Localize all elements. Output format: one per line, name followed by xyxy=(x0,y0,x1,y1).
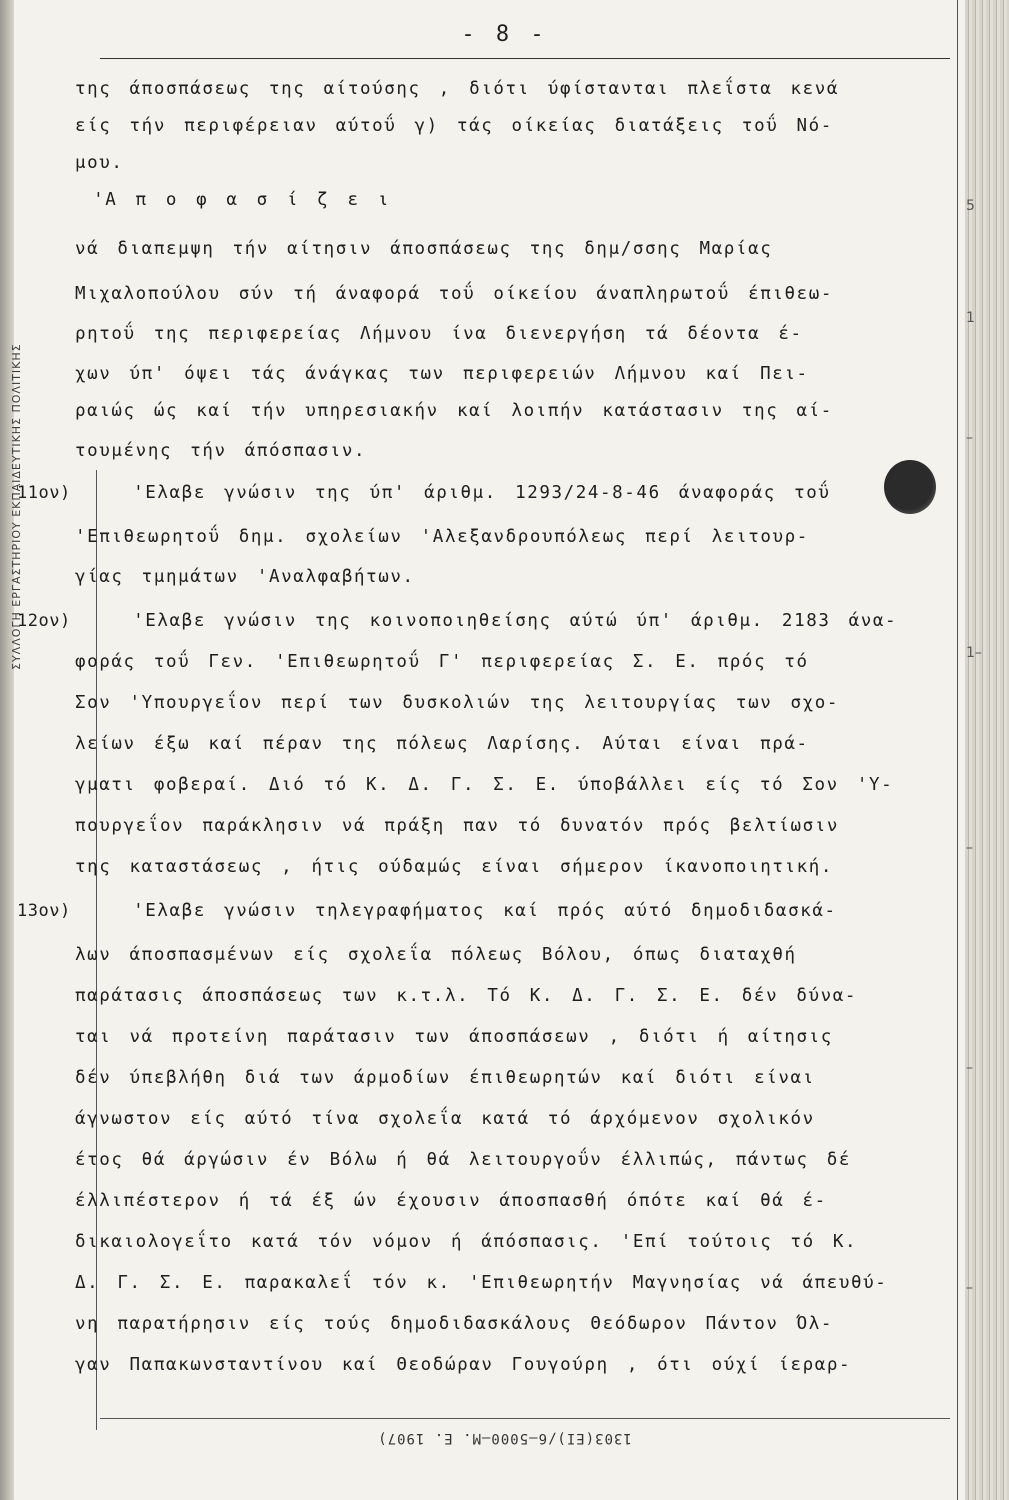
text-line: λείων έξω καί πέραν της πόλεως Λαρίσης. Αύται είναι πρά- xyxy=(75,734,809,754)
bottom-rule xyxy=(100,1418,950,1419)
page-number: - 8 - xyxy=(461,22,548,47)
text-line: άγνωστον είς αύτό τίνα σχολεΐα κατά τό άρχόμενον σχολικόν xyxy=(75,1109,815,1129)
scan-right-edge xyxy=(965,0,1009,1500)
item-number: 12ον) xyxy=(17,611,71,631)
text-line: Σον 'Υπουργεΐον περί των δυσκολιών της λειτουργίας των σχο- xyxy=(75,693,840,713)
text-line: της καταστάσεως , ήτις ούδαμώς είναι σήμερον ίκανοποιητική. xyxy=(75,857,834,877)
margin-mark: – xyxy=(966,430,973,446)
item-number: 11ον) xyxy=(17,483,71,503)
margin-mark: – xyxy=(966,1280,973,1296)
text-line: τουμένης τήν άπόσπασιν. xyxy=(75,441,367,461)
text-line: ρητοΰ της περιφερείας Λήμνου ίνα διενεργήση τά δέοντα έ- xyxy=(75,324,803,344)
text-line: φοράς τοΰ Γεν. 'Επιθεωρητοΰ Γ' περιφερείας Σ. Ε. πρός τό xyxy=(75,652,809,672)
text-line: 'Επιθεωρητοΰ δημ. σχολείων 'Αλεξανδρουπόλεως περί λειτουρ- xyxy=(75,527,809,547)
margin-mark: 1– xyxy=(966,645,982,661)
printer-footer: 1303(ΕΙ)/6—5000—Μ. Ε. 1907) xyxy=(377,1430,632,1446)
text-line: ραιώς ώς καί τήν υπηρεσιακήν καί λοιπήν κατάστασιν της αί- xyxy=(75,401,833,421)
text-line: είς τήν περιφέρειαν αύτοΰ γ) τάς οίκείας διατάξεις τοΰ Νό- xyxy=(75,116,833,136)
archive-stamp: ΣΥΛΛΟΓΗ ΕΡΓΑΣΤΗΡΙΟΥ ΕΚΠΑΙΔΕΥΤΙΚΗΣ ΠΟΛΙΤΙΚΗΣ xyxy=(10,343,23,670)
text-line: δέν ύπεβλήθη διά των άρμοδίων έπιθεωρητών καί διότι είναι xyxy=(75,1068,815,1088)
text-line: 'Ελαβε γνώσιν της κοινοποιηθείσης αύτώ ύπ' άριθμ. 2183 άνα- xyxy=(115,611,898,631)
text-line: γίας τμημάτων 'Αναλφαβήτων. xyxy=(75,567,415,587)
text-line: μου. xyxy=(75,153,124,173)
text-line: χων ύπ' όψει τάς άνάγκας των περιφερειών Λήμνου καί Πει- xyxy=(75,364,809,384)
text-line: γαν Παπακωνσταντίνου καί Θεοδώραν Γουγούρη , ότι ούχί ίεραρ- xyxy=(75,1355,852,1375)
text-line: γματι φοβεραί. Διό τό Κ. Δ. Γ. Σ. Ε. ύποβάλλει είς τό Σον 'Υ- xyxy=(75,775,894,795)
margin-mark: 1 xyxy=(966,310,975,326)
text-line: παράτασις άποσπάσεως των κ.τ.λ. Τό Κ. Δ. Γ. Σ. Ε. δέν δύνα- xyxy=(75,986,858,1006)
text-line: ται νά προτείνη παράτασιν των άποσπάσεων , διότι ή αίτησις xyxy=(75,1027,833,1047)
text-line: Δ. Γ. Σ. Ε. παρακαλεΐ τόν κ. 'Επιθεωρητήν Μαγνησίας νά άπευθύ- xyxy=(75,1273,888,1293)
item-number: 13ον) xyxy=(17,901,71,921)
decision-heading: 'Α π ο φ α σ ί ζ ε ι xyxy=(75,190,390,210)
top-rule xyxy=(100,58,950,59)
right-border-line xyxy=(957,0,958,1500)
text-line: νά διαπεμψη τήν αίτησιν άποσπάσεως της δημ/σσης Μαρίας xyxy=(75,239,773,259)
margin-mark: – xyxy=(966,840,973,856)
margin-mark: – xyxy=(966,1060,973,1076)
text-line: νη παρατήρησιν είς τούς δημοδιδασκάλους Θεόδωρον Πάντον Όλ- xyxy=(75,1314,834,1334)
text-line: της άποσπάσεως της αίτούσης , διότι ύφίστανται πλεΐστα κενά xyxy=(75,79,840,99)
text-line: λων άποσπασμένων είς σχολεΐα πόλεως Βόλου, όπως διαταχθή xyxy=(75,945,797,965)
ink-blot xyxy=(884,460,936,514)
text-line: έτος θά άργώσιν έν Βόλω ή θά λειτουργοΰν έλλιπώς, πάντως δέ xyxy=(75,1150,852,1170)
text-line: πουργεΐον παράκλησιν νά πράξη παν τό δυνατόν πρός βελτίωσιν xyxy=(75,816,840,836)
text-line: 'Ελαβε γνώσιν της ύπ' άριθμ. 1293/24-8-46 άναφοράς τοΰ xyxy=(115,483,831,503)
text-line: 'Ελαβε γνώσιν τηλεγραφήματος καί πρός αύτό δημοδιδασκά- xyxy=(115,901,837,921)
margin-mark: 5 xyxy=(966,198,975,214)
text-line: Μιχαλοπούλου σύν τή άναφορά τοΰ οίκείου άναπληρωτοΰ έπιθεω- xyxy=(75,284,834,304)
text-line: έλλιπέστερον ή τά έξ ών έχουσιν άποσπασθή όπότε καί θά έ- xyxy=(75,1191,827,1211)
text-line: δικαιολογεΐτο κατά τόν νόμον ή άπόσπασις. 'Επί τούτοις τό Κ. xyxy=(75,1232,858,1252)
